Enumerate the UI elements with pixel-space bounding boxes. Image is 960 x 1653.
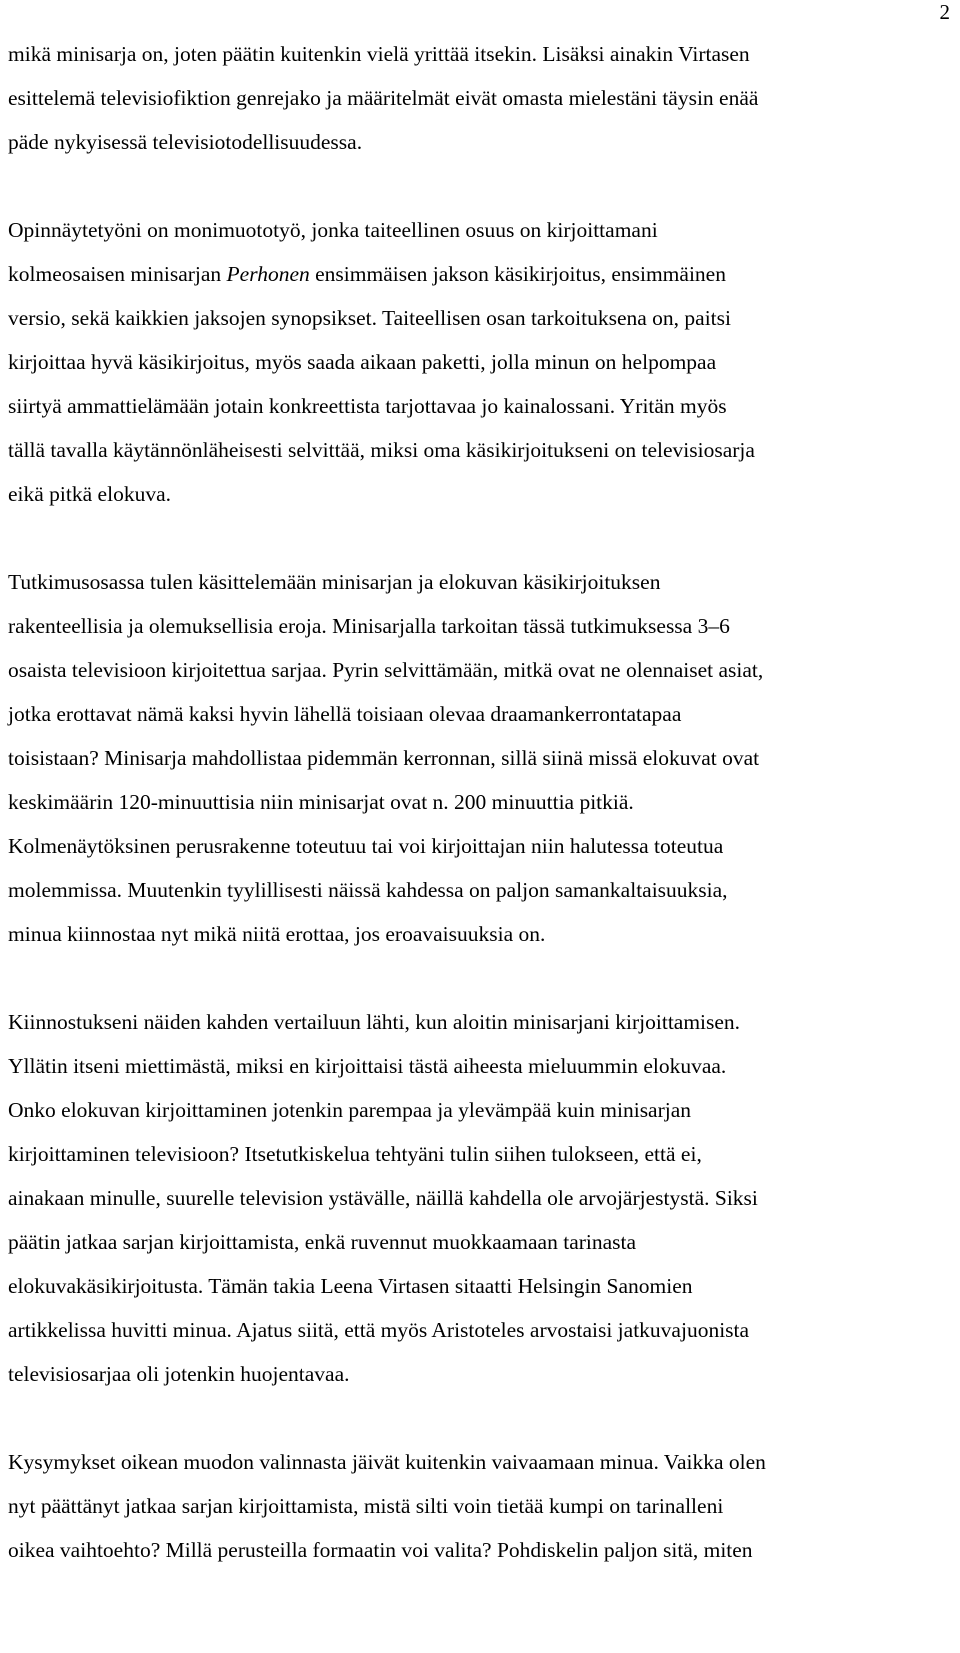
text-line: päätin jatkaa sarjan kirjoittamista, enkä ruvennut muokkaamaan tarinasta: [8, 1230, 637, 1254]
text-line: artikkelissa huvitti minua. Ajatus siitä, että myös Aristoteles arvostaisi jatkuvajuonista: [8, 1318, 750, 1342]
text-line: tällä tavalla käytännönläheisesti selvittää, miksi oma käsikirjoitukseni on televisiosarja: [8, 438, 755, 462]
text-line: Kolmenäytöksinen perusrakenne toteutuu tai voi kirjoittajan niin halutessa toteutua: [8, 834, 724, 858]
text-line: elokuvakäsikirjoitusta. Tämän takia Leena Virtasen sitaatti Helsingin Sanomien: [8, 1274, 693, 1298]
text-line: osaista televisioon kirjoitettua sarjaa. Pyrin selvittämään, mitkä ovat ne olennaiset asiat,: [8, 658, 764, 682]
paragraph-4: [8, 1000, 958, 1396]
page-number: 2: [939, 0, 950, 24]
text-line: siirtyä ammattielämään jotain konkreettista tarjottavaa jo kainalossani. Yritän myös: [8, 394, 727, 418]
text-segment: ensimmäisen jakson käsikirjoitus, ensimmäinen: [309, 262, 726, 286]
text-line: Yllätin itseni miettimästä, miksi en kirjoittaisi tästä aiheesta mieluummin elokuvaa.: [8, 1054, 727, 1078]
text-line: versio, sekä kaikkien jaksojen synopsikset. Taiteellisen osan tarkoituksena on, paitsi: [8, 306, 731, 330]
paragraph-2: [8, 208, 958, 516]
text-line: kirjoittaminen televisioon? Itsetutkiskelua tehtyäni tulin siihen tulokseen, että ei,: [8, 1142, 702, 1166]
text-line: Kysymykset oikean muodon valinnasta jäivät kuitenkin vaivaamaan minua. Vaikka olen: [8, 1450, 766, 1474]
text-line: [8, 252, 958, 296]
work-title: Perhonen: [226, 262, 310, 286]
text-line: Opinnäytetyöni on monimuototyö, jonka taiteellinen osuus on kirjoittamani: [8, 218, 658, 242]
text-line: nyt päättänyt jatkaa sarjan kirjoittamista, mistä silti voin tietää kumpi on tarinalleni: [8, 1494, 724, 1518]
text-line: Kiinnostukseni näiden kahden vertailuun lähti, kun aloitin minisarjani kirjoittamisen.: [8, 1010, 741, 1034]
text-line: mikä minisarja on, joten päätin kuitenkin vielä yrittää itsekin. Lisäksi ainakin Virtasen: [8, 42, 750, 66]
text-line: oikea vaihtoehto? Millä perusteilla formaatin voi valita? Pohdiskelin paljon sitä, miten: [8, 1538, 753, 1562]
text-line: minua kiinnostaa nyt mikä niitä erottaa, jos eroavaisuuksia on.: [8, 922, 546, 946]
text-line: keskimäärin 120-minuuttisia niin minisarjat ovat n. 200 minuuttia pitkiä.: [8, 790, 634, 814]
paragraph-5: [8, 1440, 958, 1572]
document-body: [8, 32, 958, 1572]
text-line: jotka erottavat nämä kaksi hyvin lähellä toisiaan olevaa draamankerrontatapaa: [8, 702, 682, 726]
paragraph-1: [8, 32, 958, 164]
text-line: kirjoittaa hyvä käsikirjoitus, myös saada aikaan paketti, jolla minun on helpompaa: [8, 350, 717, 374]
text-line: esittelemä televisiofiktion genrejako ja määritelmät eivät omasta mielestäni täysin enää: [8, 86, 759, 110]
text-line: toisistaan? Minisarja mahdollistaa pidemmän kerronnan, sillä siinä missä elokuvat ovat: [8, 746, 760, 770]
paragraph-3: [8, 560, 958, 956]
text-line: Onko elokuvan kirjoittaminen jotenkin parempaa ja ylevämpää kuin minisarjan: [8, 1098, 692, 1122]
text-line: televisiosarjaa oli jotenkin huojentavaa.: [8, 1362, 350, 1386]
text-line: päde nykyisessä televisiotodellisuudessa.: [8, 130, 363, 154]
text-segment: kolmeosaisen minisarjan: [8, 262, 227, 286]
text-line: ainakaan minulle, suurelle television ystävälle, näillä kahdella ole arvojärjestystä. Siksi: [8, 1186, 758, 1210]
text-line: Tutkimusosassa tulen käsittelemään minisarjan ja elokuvan käsikirjoituksen: [8, 570, 661, 594]
text-line: eikä pitkä elokuva.: [8, 482, 171, 506]
text-line: rakenteellisia ja olemuksellisia eroja. Minisarjalla tarkoitan tässä tutkimuksessa 3–6: [8, 614, 730, 638]
text-line: molemmissa. Muutenkin tyylillisesti näissä kahdessa on paljon samankaltaisuuksia,: [8, 878, 728, 902]
